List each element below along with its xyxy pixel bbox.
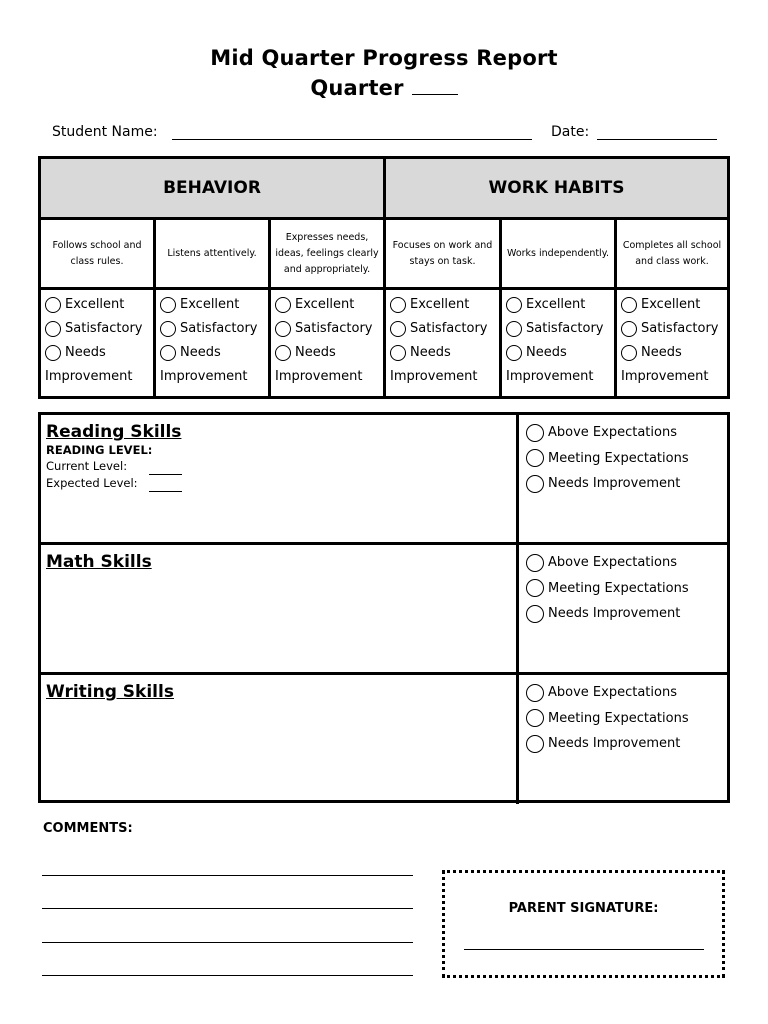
expectation-option-label: Needs Improvement [548, 606, 681, 621]
expectation-option-label: Above Expectations [548, 685, 677, 700]
rating-option[interactable] [506, 317, 610, 341]
rating-option-label: Needs [526, 345, 567, 360]
skill-title: Writing Skills [46, 682, 174, 702]
radio-circle-icon[interactable] [526, 424, 544, 442]
rating-option[interactable] [506, 341, 610, 365]
radio-circle-icon[interactable] [526, 475, 544, 493]
reading-level-label: READING LEVEL: [46, 443, 153, 457]
rating-option-label: Needs [641, 345, 682, 360]
radio-circle-icon[interactable] [526, 554, 544, 572]
expectation-option-label: Meeting Expectations [548, 450, 689, 466]
rating-option-label: Excellent [410, 297, 470, 312]
radio-circle-icon[interactable] [526, 449, 544, 467]
rating-option-label: Excellent [65, 297, 125, 312]
rating-option-label: Excellent [180, 297, 240, 312]
rating-options [156, 290, 268, 392]
rating-option[interactable] [621, 293, 723, 317]
expectation-option-label: Above Expectations [548, 555, 677, 570]
radio-circle-icon[interactable] [526, 579, 544, 597]
expectation-option[interactable] [526, 680, 723, 706]
rating-option-label: Needs [180, 345, 221, 360]
radio-circle-icon[interactable] [506, 297, 522, 313]
rating-option-label: Satisfactory [410, 321, 488, 336]
radio-circle-icon[interactable] [390, 321, 406, 337]
radio-circle-icon[interactable] [275, 321, 291, 337]
skill-title: Reading Skills [46, 422, 182, 442]
criterion-description: Follows school and class rules. [41, 220, 153, 290]
rating-option-label-cont: Improvement [621, 369, 709, 384]
radio-circle-icon[interactable] [160, 321, 176, 337]
radio-circle-icon[interactable] [160, 297, 176, 313]
rating-option-label: Excellent [295, 297, 355, 312]
rating-option[interactable] [45, 317, 149, 341]
rating-option-label: Satisfactory [180, 321, 258, 336]
radio-circle-icon[interactable] [275, 345, 291, 361]
expectation-option[interactable] [526, 446, 723, 472]
rating-option[interactable] [275, 317, 379, 341]
expectation-option-label: Needs Improvement [548, 476, 681, 491]
criterion-description: Works independently. [502, 220, 614, 290]
comment-line[interactable] [42, 975, 413, 976]
radio-circle-icon[interactable] [526, 735, 544, 753]
work-habits-header: WORK HABITS [386, 159, 727, 220]
skills-table [38, 412, 730, 803]
criterion-description: Focuses on work and stays on task. [386, 220, 499, 290]
current-level-field[interactable] [149, 458, 182, 475]
rating-option-label: Satisfactory [65, 321, 143, 336]
rating-option-label: Satisfactory [526, 321, 604, 336]
expectation-options [522, 545, 727, 632]
radio-circle-icon[interactable] [275, 297, 291, 313]
behavior-work-habits-table [38, 156, 730, 399]
rating-options [386, 290, 499, 392]
rating-option[interactable] [621, 341, 723, 365]
quarter-field[interactable] [412, 94, 458, 95]
rating-option-label: Needs [295, 345, 336, 360]
radio-circle-icon[interactable] [160, 345, 176, 361]
expectation-option[interactable] [526, 576, 723, 602]
comments-label: COMMENTS: [43, 821, 133, 836]
expectation-options [522, 415, 727, 502]
rating-option-label: Needs [65, 345, 106, 360]
radio-circle-icon[interactable] [526, 709, 544, 727]
rating-option-label-cont: Improvement [275, 369, 363, 384]
skill-title: Math Skills [46, 552, 152, 572]
radio-circle-icon[interactable] [506, 321, 522, 337]
rating-option-label-cont: Improvement [506, 369, 594, 384]
criterion-column [502, 220, 617, 396]
criterion-column [617, 220, 727, 396]
radio-circle-icon[interactable] [45, 345, 61, 361]
rating-option[interactable] [506, 293, 610, 317]
parent-signature-field[interactable] [464, 949, 704, 950]
rating-option[interactable] [390, 293, 495, 317]
expectation-option[interactable] [526, 731, 723, 757]
rating-option-label: Needs [410, 345, 451, 360]
expected-level-field[interactable] [149, 475, 182, 492]
skill-row [41, 545, 727, 675]
current-level-label: Current Level: [46, 459, 128, 473]
rating-option[interactable] [621, 317, 723, 341]
radio-circle-icon[interactable] [621, 345, 637, 361]
page-title: Mid Quarter Progress Report [210, 46, 558, 70]
quarter-label: Quarter [310, 76, 404, 100]
radio-circle-icon[interactable] [390, 345, 406, 361]
radio-circle-icon[interactable] [45, 321, 61, 337]
rating-option[interactable] [160, 293, 264, 317]
rating-option-label: Excellent [526, 297, 586, 312]
expected-level-row [46, 475, 511, 492]
rating-option-label-cont: Improvement [160, 369, 248, 384]
rating-option[interactable] [45, 341, 149, 365]
expectation-option-label: Needs Improvement [548, 736, 681, 751]
rating-options [502, 290, 614, 392]
rating-option[interactable] [390, 341, 495, 365]
rating-option-label: Excellent [641, 297, 701, 312]
expectation-option[interactable] [526, 706, 723, 732]
expectation-option-label: Above Expectations [548, 425, 677, 440]
expectation-option-label: Meeting Expectations [548, 710, 689, 726]
skill-notes-area[interactable] [41, 415, 519, 542]
radio-circle-icon[interactable] [45, 297, 61, 313]
rating-option[interactable] [275, 293, 379, 317]
skill-row [41, 675, 727, 804]
date-label: Date: [551, 124, 590, 140]
radio-circle-icon[interactable] [621, 297, 637, 313]
expectation-option[interactable] [526, 420, 723, 446]
criterion-column [156, 220, 271, 396]
skill-row [41, 415, 727, 545]
criterion-description: Listens attentively. [156, 220, 268, 290]
comment-line[interactable] [42, 875, 413, 876]
rating-option-label: Satisfactory [641, 321, 719, 336]
rating-option[interactable] [160, 341, 264, 365]
date-field[interactable] [597, 139, 717, 140]
parent-signature-label: PARENT SIGNATURE: [508, 901, 659, 916]
expectation-option[interactable] [526, 550, 723, 576]
criterion-column [41, 220, 156, 396]
radio-circle-icon[interactable] [526, 684, 544, 702]
radio-circle-icon[interactable] [506, 345, 522, 361]
comment-line[interactable] [42, 942, 413, 943]
rating-option[interactable] [45, 293, 149, 317]
current-level-row [46, 458, 511, 475]
rating-options [617, 290, 727, 392]
expected-level-label: Expected Level: [46, 476, 138, 490]
expectation-option-label: Meeting Expectations [548, 580, 689, 596]
criterion-description: Completes all school and class work. [617, 220, 727, 290]
rating-option-label: Satisfactory [295, 321, 373, 336]
criterion-description: Expresses needs, ideas, feelings clearly and appropriately. [271, 220, 383, 290]
criterion-column [386, 220, 502, 396]
expectation-option[interactable] [526, 601, 723, 627]
skill-notes-area[interactable] [41, 545, 519, 672]
rating-option-label-cont: Improvement [390, 369, 478, 384]
quarter-line [0, 76, 768, 100]
student-name-field[interactable] [172, 139, 532, 140]
rating-options [271, 290, 383, 392]
rating-option[interactable] [275, 341, 379, 365]
criterion-column [271, 220, 386, 396]
expectation-options [522, 675, 727, 762]
radio-circle-icon[interactable] [390, 297, 406, 313]
radio-circle-icon[interactable] [526, 605, 544, 623]
rating-option-label-cont: Improvement [45, 369, 133, 384]
parent-signature-box [442, 870, 725, 978]
skill-notes-area[interactable] [41, 675, 519, 804]
rating-option[interactable] [390, 317, 495, 341]
radio-circle-icon[interactable] [621, 321, 637, 337]
student-name-label: Student Name: [52, 124, 158, 140]
rating-option[interactable] [160, 317, 264, 341]
comment-line[interactable] [42, 908, 413, 909]
expectation-option[interactable] [526, 471, 723, 497]
behavior-header: BEHAVIOR [41, 159, 386, 220]
rating-options [41, 290, 153, 392]
